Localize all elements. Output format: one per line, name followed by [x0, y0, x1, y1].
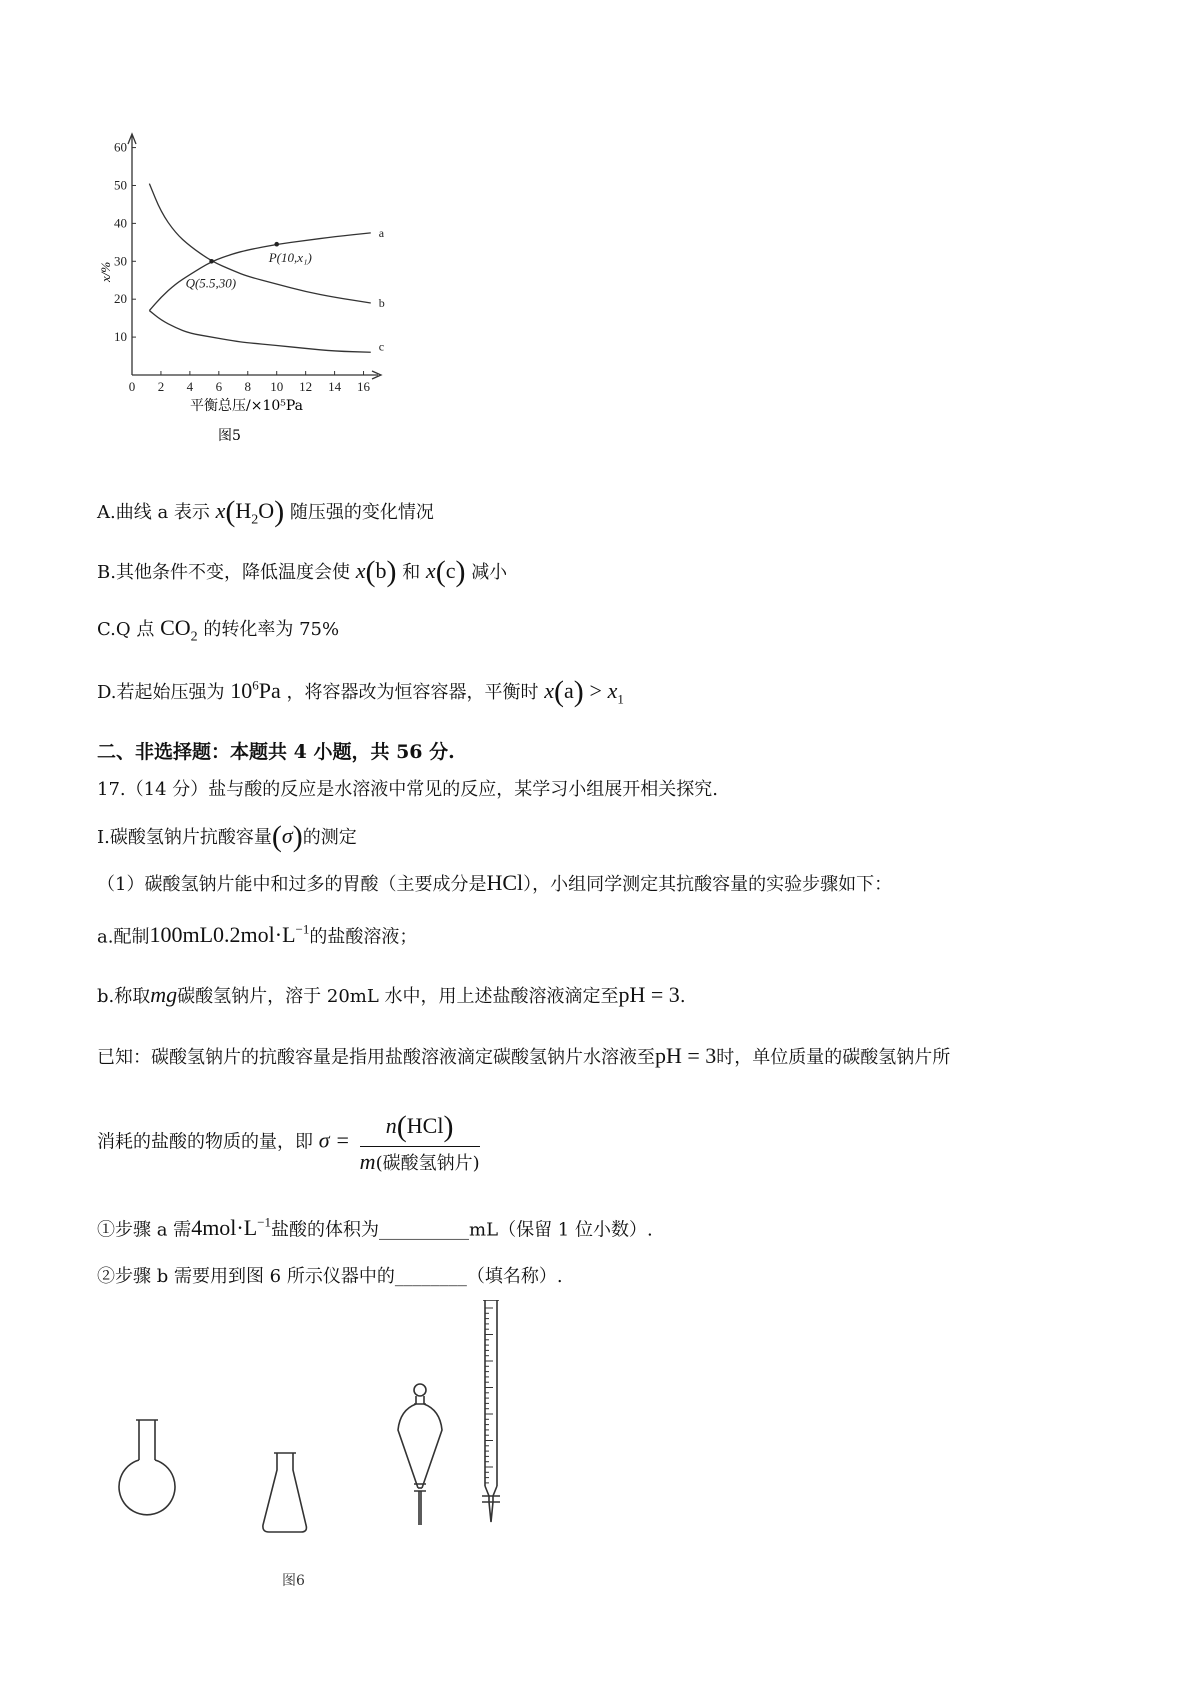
option-d-pre: D.若起始压强为: [97, 682, 225, 703]
point-label: P(10,x₁): [268, 250, 312, 266]
chart-series: [149, 184, 384, 354]
known-ph-value: pH = 3: [655, 1043, 717, 1068]
q17-step-a: a.配制$100mL0.2mol\cdot L^{-1}$的盐酸溶液；: [97, 922, 418, 948]
y-tick-label: 10: [114, 329, 127, 345]
option-b-mid: 和: [402, 562, 421, 583]
hcl-formula: HCl: [486, 870, 524, 895]
y-tick-label: 30: [114, 253, 127, 269]
q17-known: 已知：碳酸氢钠片的抗酸容量是指用盐酸溶液滴定碳酸氢钠片水溶液至pH = 3时，单位质量的碳酸氢钠片所: [97, 1043, 951, 1068]
x-tick-label: 4: [186, 379, 194, 394]
point-label: Q(5.5,30): [185, 275, 237, 291]
option-c: [97, 615, 339, 645]
series-line-c: [149, 311, 370, 353]
q17-sub1: （1）碳酸氢钠片能中和过多的胃酸（主要成分是HCl），小组同学测定其抗酸容量的实验步骤如下：: [97, 870, 893, 895]
point-marker: [209, 259, 214, 264]
y-tick-label: 40: [114, 215, 127, 231]
sub1-concentration: $4mol\cdot L^{-1}$: [191, 1215, 272, 1241]
option-a: A.曲线 a 表示 $x(H_2O)$ 随压强的变化情况: [97, 495, 434, 528]
option-a-pre: A.曲线 a 表示: [97, 502, 210, 523]
erlenmeyer-flask-icon: [263, 1453, 307, 1532]
q17-question-2: ②步骤 b 需要用到图 6 所示仪器中的________（填名称）.: [97, 1266, 563, 1287]
q17-intro: 17.（14 分）盐与酸的反应是水溶液中常见的反应，某学习小组展开相关探究.: [97, 779, 718, 800]
option-c-pre: C.Q 点: [97, 619, 155, 640]
option-d-x: x: [544, 678, 554, 703]
option-b-pre: B.其他条件不变，降低温度会使: [97, 562, 350, 583]
x-tick-label: 14: [328, 379, 342, 394]
option-b-arg2: c: [445, 558, 456, 583]
option-b-arg1: b: [375, 558, 387, 583]
x-tick-label: 6: [215, 379, 223, 394]
x-tick-label: 0: [128, 379, 136, 394]
option-b-x2: x: [425, 558, 436, 583]
series-label-c: c: [378, 339, 385, 354]
option-d-mid: ，将容器改为恒容容器，平衡时: [286, 682, 539, 703]
q17-question-1: ①步骤 a 需$4mol\cdot L^{-1}$盐酸的体积为__________mL（保留 1 位小数）.: [97, 1215, 653, 1241]
x-axis-label: 平衡总压/×10⁵Pa: [190, 398, 304, 414]
mass-symbol: mg: [150, 982, 178, 1007]
sigma-equals: σ =: [318, 1127, 350, 1153]
x-tick-label: 12: [299, 379, 313, 394]
option-d-compare: >: [589, 678, 602, 703]
y-axis-label: x/%: [98, 261, 113, 282]
answer-blank-1[interactable]: __________: [379, 1219, 470, 1241]
section-2-title: 二、非选择题：本题共 4 小题，共 56 分.: [97, 741, 455, 763]
point-marker: [274, 242, 279, 247]
sigma-fraction: $\frac{\text{n(HCl)}}{\text{m(碳酸氢钠片)}}$: [359, 1110, 480, 1174]
y-tick-label: 20: [114, 291, 127, 307]
burette-icon: [482, 1300, 500, 1522]
ph-value: pH = 3: [618, 982, 680, 1007]
chart-axes: [128, 134, 381, 379]
option-b: B.其他条件不变，降低温度会使 x(b) 和 x(c) 减小: [97, 555, 508, 588]
x-tick-label: 8: [244, 379, 252, 394]
y-tick-label: 60: [114, 139, 127, 155]
figure-6-apparatus: [100, 1300, 560, 1590]
figure-5-caption: 图5: [218, 428, 241, 444]
option-d: D.若起始压强为 $10^6Pa$ ，将容器改为恒容容器，平衡时 $x(a) > x_1$: [97, 675, 624, 708]
x-tick-label: 2: [157, 379, 165, 394]
series-label-a: a: [378, 225, 385, 240]
round-bottom-flask-icon: [119, 1420, 175, 1515]
option-d-arg: a: [563, 678, 574, 703]
answer-blank-2[interactable]: ________: [394, 1266, 467, 1287]
chart-ticks: [114, 140, 371, 394]
step-a-concentration: $100mL0.2mol\cdot L^{-1}$: [149, 922, 310, 948]
sigma-symbol: σ: [281, 823, 293, 848]
series-label-b: b: [378, 295, 385, 310]
option-b-x1: x: [355, 558, 366, 583]
option-a-x: x: [215, 498, 226, 523]
option-a-species: $H_2O$: [235, 498, 275, 528]
q17-definition: 消耗的盐酸的物质的量，即 σ = $\frac{\text{n(HCl)}}{\text{m(碳酸氢钠片)}}$: [97, 1110, 480, 1174]
x-tick-label: 10: [270, 379, 284, 394]
separatory-funnel-icon: [398, 1384, 442, 1525]
option-d-x1: $x_1$: [607, 678, 624, 707]
option-c-post: 的转化率为 75%: [203, 619, 340, 640]
q17-part1-heading: Ⅰ.碳酸氢钠片抗酸容量(σ)的测定: [97, 820, 357, 853]
option-b-post: 减小: [471, 562, 508, 583]
series-line-b: [149, 184, 370, 303]
figure-6-caption: 图6: [282, 1573, 305, 1589]
option-c-species: $CO_2$: [160, 615, 198, 645]
x-tick-label: 16: [357, 379, 371, 394]
option-d-pressure: $10^6Pa$: [230, 677, 281, 703]
series-line-a: [149, 233, 370, 311]
q17-step-b: b.称取mg碳酸氢钠片，溶于 20mL 水中，用上述盐酸溶液滴定至pH = 3.: [97, 982, 686, 1007]
option-a-post: 随压强的变化情况: [289, 502, 434, 523]
y-tick-label: 50: [114, 177, 127, 193]
figure-5-chart: [98, 132, 440, 478]
